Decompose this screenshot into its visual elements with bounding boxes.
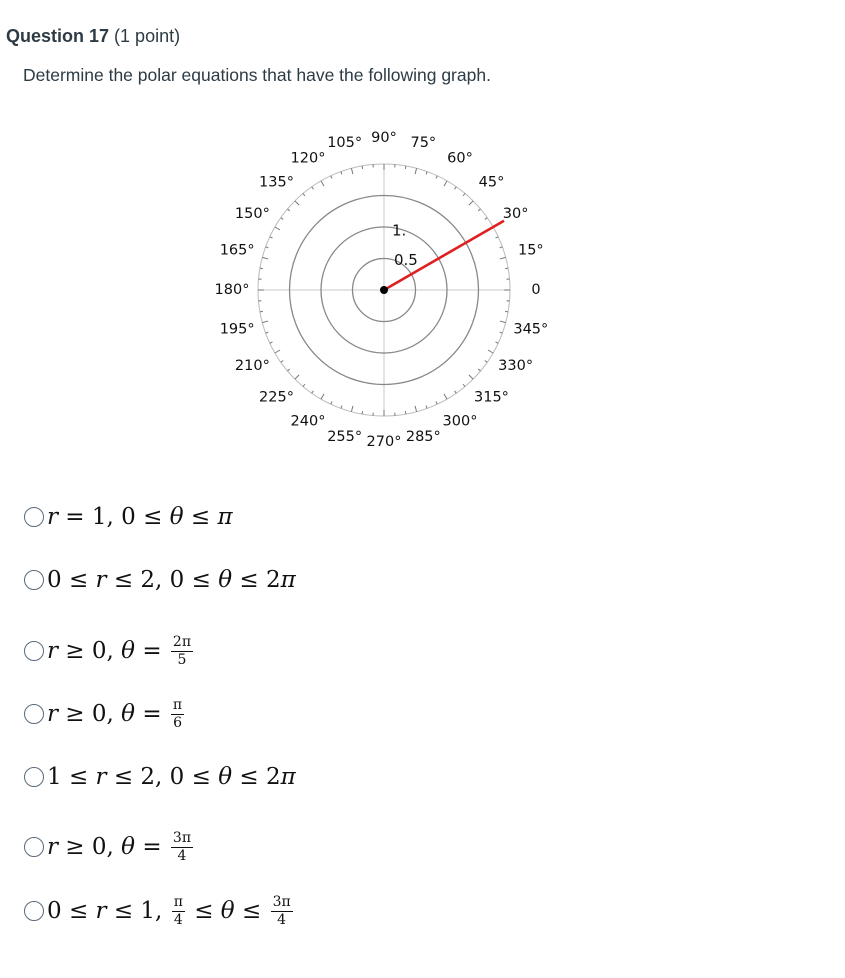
radio-button[interactable] — [24, 570, 44, 590]
origin-point — [380, 286, 388, 294]
angle-label: 210° — [234, 358, 270, 374]
angle-label: 285° — [405, 428, 441, 445]
question-points: (1 point) — [114, 26, 181, 46]
angle-tick — [500, 247, 503, 248]
answer-option-a[interactable] — [24, 500, 233, 534]
math-text: ≤ — [186, 898, 221, 924]
math-variable: π — [280, 567, 296, 593]
math-variable: r — [47, 834, 58, 860]
angle-tick — [505, 268, 508, 269]
angle-tick — [444, 181, 447, 186]
angle-tick — [295, 201, 299, 205]
angle-label: 90° — [371, 130, 397, 146]
angle-tick — [436, 401, 437, 404]
answer-option-c[interactable] — [24, 634, 195, 668]
question-title: Question 17 — [6, 26, 110, 46]
fraction — [171, 635, 193, 667]
math-variable: θ — [169, 504, 184, 530]
math-variable: r — [95, 898, 107, 924]
angle-tick — [295, 375, 299, 379]
angle-tick — [405, 411, 406, 414]
math-variable: θ — [121, 701, 136, 727]
angle-label: 225° — [259, 389, 294, 406]
math-variable: θ — [218, 764, 233, 790]
angle-tick — [505, 311, 508, 312]
angle-tick — [478, 369, 480, 371]
question-header — [6, 26, 180, 47]
angle-label: 30° — [502, 206, 529, 222]
angle-label: 180° — [214, 282, 250, 298]
math-text: ≥ 0, — [58, 834, 122, 860]
option-equation — [47, 635, 195, 667]
angle-tick — [281, 361, 283, 363]
angle-tick — [488, 350, 493, 353]
fraction — [171, 831, 193, 863]
math-variable: θ — [121, 834, 136, 860]
angle-tick — [331, 401, 332, 404]
angle-tick — [287, 209, 289, 211]
fraction — [271, 895, 293, 927]
fraction-denominator: 4 — [177, 847, 187, 864]
angle-tick — [262, 257, 268, 259]
angle-tick — [303, 384, 305, 386]
polar-graph — [190, 125, 570, 455]
angle-tick — [426, 406, 427, 409]
angle-tick — [444, 394, 447, 399]
angle-tick — [455, 391, 457, 393]
fraction-denominator: 4 — [277, 911, 287, 928]
math-text: ≤ 2, 0 ≤ — [106, 764, 219, 790]
angle-tick — [485, 361, 487, 363]
angle-tick — [270, 342, 273, 343]
angle-label: 240° — [290, 413, 326, 430]
math-variable: r — [95, 764, 107, 790]
angle-label: 105° — [327, 135, 363, 152]
angle-tick — [463, 384, 465, 386]
option-equation — [47, 831, 195, 863]
angle-tick — [262, 321, 268, 323]
angle-tick — [405, 166, 406, 169]
angle-label: 165° — [219, 242, 255, 259]
angle-label: 150° — [234, 206, 270, 222]
radio-button[interactable] — [24, 767, 44, 787]
angle-tick — [415, 406, 417, 412]
angle-tick — [303, 193, 305, 195]
angle-label: 255° — [327, 428, 363, 445]
fraction-numerator: 2π — [172, 633, 192, 650]
angle-tick — [266, 247, 269, 248]
math-variable: r — [47, 638, 58, 664]
math-text: = — [135, 638, 169, 664]
answer-option-e[interactable] — [24, 760, 296, 794]
angle-tick — [415, 168, 417, 174]
angle-tick — [455, 187, 457, 189]
angle-tick — [260, 268, 263, 269]
angle-label: 135° — [259, 174, 294, 191]
angle-label: 330° — [498, 358, 534, 374]
angle-tick — [495, 237, 498, 238]
angle-tick — [351, 406, 353, 412]
angle-label: 45° — [478, 174, 505, 191]
angle-label: 315° — [474, 389, 509, 406]
math-text: 0 ≤ — [47, 567, 96, 593]
math-text: ≤ 1, — [106, 898, 170, 924]
math-variable: π — [280, 764, 296, 790]
angle-tick — [341, 406, 342, 409]
math-text: ≤ 2 — [232, 764, 281, 790]
radio-button[interactable] — [24, 641, 44, 661]
angle-tick — [275, 350, 280, 353]
radius-label: 1. — [392, 221, 407, 240]
option-equation — [47, 698, 186, 730]
option-equation — [47, 764, 296, 790]
angle-tick — [312, 391, 314, 393]
angle-tick — [270, 237, 273, 238]
angle-tick — [351, 168, 353, 174]
angle-tick — [287, 369, 289, 371]
math-text: 0 ≤ — [47, 898, 96, 924]
angle-tick — [500, 321, 506, 323]
question-prompt: Determine the polar equations that have the following graph. — [23, 65, 491, 85]
radio-button[interactable] — [24, 704, 44, 724]
math-text: 1 ≤ — [47, 764, 96, 790]
angle-label: 75° — [410, 135, 437, 152]
angle-label: 120° — [290, 150, 326, 167]
answer-option-g[interactable] — [24, 894, 295, 928]
answer-option-d[interactable] — [24, 697, 186, 731]
radius-label: 0.5 — [394, 251, 418, 269]
angle-tick — [312, 187, 314, 189]
fraction-denominator: 4 — [173, 911, 183, 928]
math-variable: π — [217, 504, 233, 530]
angle-tick — [500, 332, 503, 333]
angle-tick — [321, 394, 324, 399]
angle-tick — [331, 176, 332, 179]
math-variable: r — [95, 567, 107, 593]
angle-tick — [260, 311, 263, 312]
math-text: ≥ 0, — [58, 701, 122, 727]
angle-tick — [281, 218, 283, 220]
angle-label: 300° — [442, 413, 478, 430]
math-variable: θ — [220, 898, 235, 924]
angle-label: 345° — [513, 321, 549, 338]
math-text: ≤ — [234, 898, 269, 924]
radio-button[interactable] — [24, 837, 44, 857]
angle-tick — [362, 166, 363, 169]
fraction-numerator: π — [173, 893, 183, 910]
angle-tick — [266, 332, 269, 333]
radio-button[interactable] — [24, 507, 44, 527]
math-text: = 1, 0 ≤ — [58, 504, 170, 530]
angle-tick — [436, 176, 437, 179]
math-variable: θ — [121, 638, 136, 664]
angle-tick — [341, 172, 342, 175]
angle-tick — [463, 193, 465, 195]
fraction-numerator: 3π — [172, 829, 192, 846]
fraction — [172, 895, 185, 927]
math-text: ≤ 2 — [232, 567, 281, 593]
angle-label: 15° — [517, 242, 544, 259]
fraction-denominator: 5 — [177, 651, 187, 668]
math-variable: r — [47, 701, 58, 727]
answer-option-b[interactable] — [24, 563, 296, 597]
angle-tick — [469, 201, 473, 205]
math-text: ≤ 2, 0 ≤ — [106, 567, 219, 593]
angle-tick — [362, 411, 363, 414]
math-variable: θ — [218, 567, 233, 593]
angle-tick — [469, 375, 473, 379]
angle-tick — [500, 257, 506, 259]
math-text: ≥ 0, — [58, 638, 122, 664]
math-variable: r — [47, 504, 58, 530]
option-equation — [47, 895, 295, 927]
option-equation — [47, 567, 296, 593]
math-text: = — [135, 834, 169, 860]
math-text: ≤ — [183, 504, 218, 530]
angle-label: 60° — [447, 150, 473, 167]
angle-tick — [478, 209, 480, 211]
angle-label: 195° — [219, 321, 255, 338]
option-equation — [47, 504, 233, 530]
fraction-numerator: 3π — [272, 893, 291, 910]
math-text: = — [135, 701, 169, 727]
fraction-denominator: 6 — [173, 714, 182, 731]
fraction-numerator: π — [172, 696, 183, 713]
fraction — [171, 698, 184, 730]
angle-tick — [485, 218, 487, 220]
angle-tick — [426, 172, 427, 175]
angle-tick — [321, 181, 324, 186]
angle-label: 0 — [531, 282, 541, 298]
angle-tick — [495, 342, 498, 343]
radio-button[interactable] — [24, 901, 44, 921]
angle-tick — [275, 227, 280, 230]
angle-label: 270° — [366, 434, 402, 450]
answer-option-f[interactable] — [24, 830, 195, 864]
